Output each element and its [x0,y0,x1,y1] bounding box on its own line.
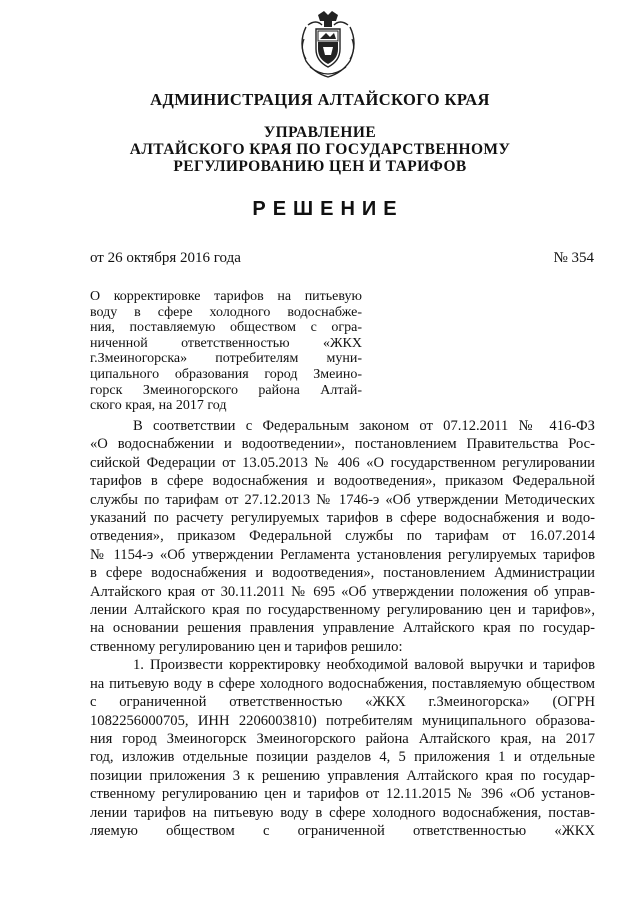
body-line: отведения», приказом Федеральной службы по тарифам от 16.07.2014 [90,528,595,545]
document-body [90,417,595,840]
body-line: ляемую обществом с ограниченной ответственностью «ЖКХ [90,822,595,839]
department-line: РЕГУЛИРОВАНИЮ ЦЕН И ТАРИФОВ [173,158,467,175]
subject-line: ского края, на 2017 год [90,398,227,414]
body-line: службы по тарифам от 27.12.2013 № 1746-э «Об утверждении Методических [90,491,595,508]
body-line: лении тарифов на питьевую воду в сфере холодного водоснабжения, постав- [90,804,595,821]
body-line: «О водоснабжении и водоотведении», постановлением Правительства Рос- [90,436,595,453]
department-line: УПРАВЛЕНИЕ [263,124,377,141]
body-line: на питьевую воду в сфере холодного водоснабжения, поставляемую обществом [90,675,595,692]
body-line: ственному регулированию цен и тарифов от 12.11.2015 № 396 «Об установ- [90,786,595,803]
department-line: АЛТАЙСКОГО КРАЯ ПО ГОСУДАРСТВЕННОМУ [129,141,511,158]
body-line: Алтайского края от 30.11.2011 № 695 «Об утверждении положения об управ- [90,583,595,600]
subject-line: воду в сфере холодного водоснабже- [90,304,362,320]
body-line: ственному регулированию цен и тарифов решило: [90,638,403,655]
coat-of-arms-emblem [296,9,360,81]
subject-line: г.Змеиногорска» потребителям муни- [90,351,362,367]
body-line: ния город Змеиногорск Змеиногорского района Алтайского края, на 2017 [90,730,595,747]
body-line: сийской Федерации от 13.05.2013 № 406 «О государственном регулировании [90,454,595,471]
body-line: 1. Произвести корректировку необходимой валовой выручки и тарифов [133,657,595,674]
department-name [0,124,640,175]
document-date: от 26 октября 2016 года [90,250,241,266]
subject-line: О корректировке тарифов на питьевую [90,289,362,304]
body-line: указаний по расчету регулируемых тарифов в сфере водоснабжения и водо- [90,510,595,527]
body-line: в сфере водоснабжения и водоотведения», постановлением Администрации [90,565,595,582]
subject-line: горск Змеиногорского района Алтай- [90,382,362,398]
document-title: РЕШЕНИЕ [252,198,404,220]
body-line: на основании решения правления управление Алтайского края по государ- [90,620,595,637]
subject-line: ципального образования город Змеино- [90,366,362,382]
body-line: позиции приложения 3 к решению управления Алтайского края по государ- [90,767,595,784]
body-line: с ограниченной ответственностью «ЖКХ г.Змеиногорска» (ОГРН [90,694,595,711]
body-line: № 1154-э «Об утверждении Регламента установления регулируемых тарифов [90,546,595,563]
subject-line: ниченной ответственностью «ЖКХ [90,335,362,351]
body-line: 1082256000705, ИНН 2206003810) потребителям муниципального образова- [90,712,595,729]
document-subject [90,289,362,414]
body-line: тарифов в сфере водоснабжения и водоотведения», приказом Федеральной [90,473,595,490]
body-line: лении Алтайского края по государственному регулированию цен и тарифов», [90,602,595,619]
document-number: № 354 [553,250,594,266]
body-line: В соответствии с Федеральным законом от 07.12.2011 № 416-ФЗ [133,418,595,434]
body-line: год, изложив отдельные позиции разделов 4, 5 приложения 1 и отдельные [90,749,595,766]
administration-name: АДМИНИСТРАЦИЯ АЛТАЙСКОГО КРАЯ [150,90,490,109]
subject-line: ния, поставляемую обществом с огра- [90,320,362,336]
